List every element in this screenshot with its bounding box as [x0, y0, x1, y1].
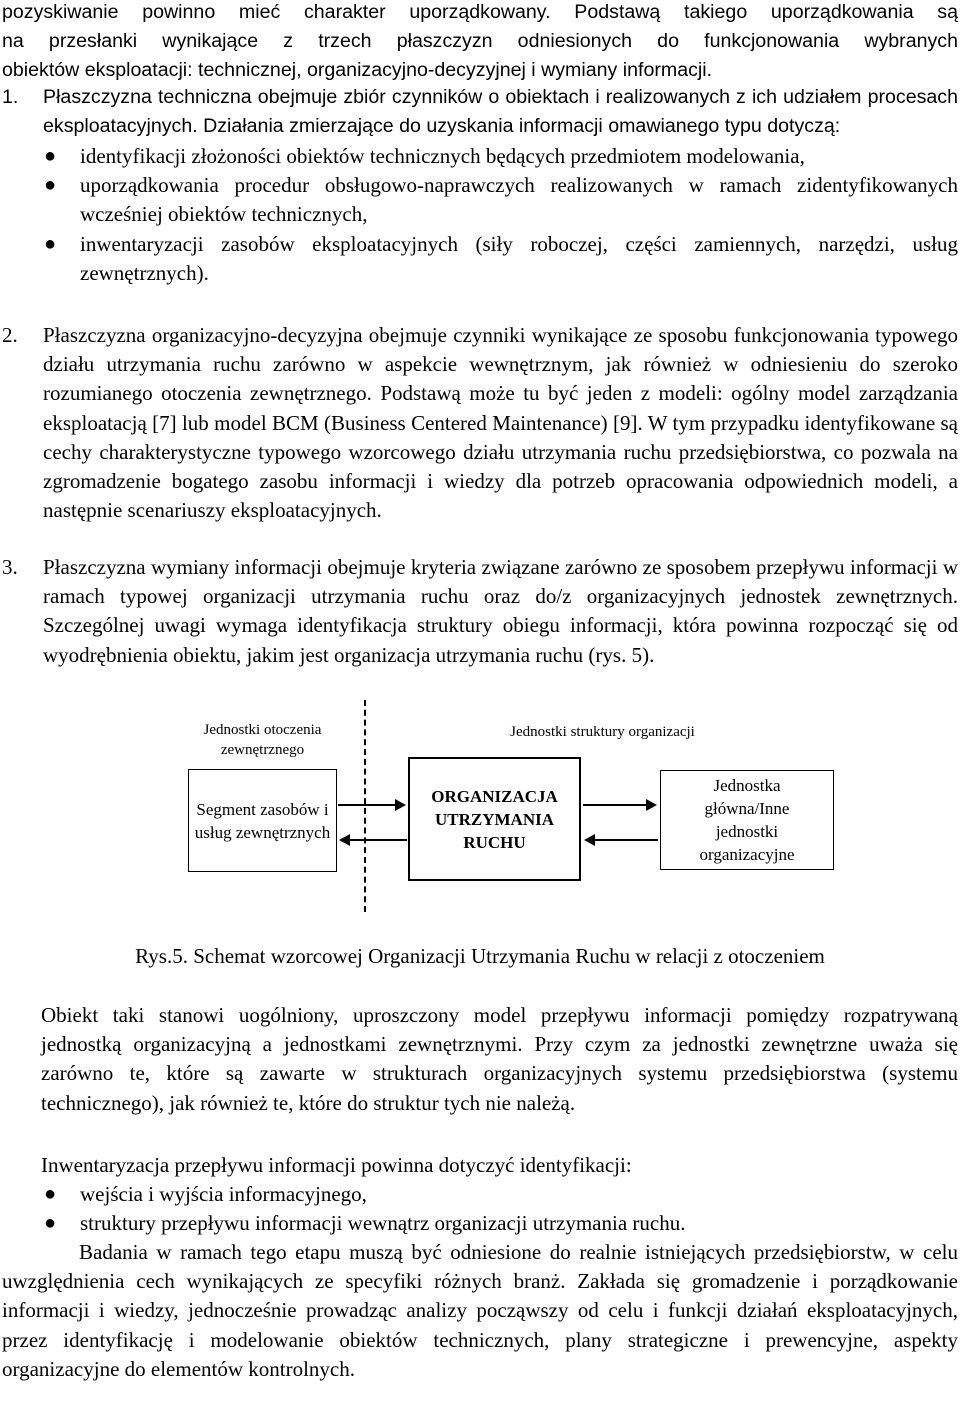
paragraph-object-text: Obiekt taki stanowi uogólniony, uproszczony model przepływu informacji pomiędzy rozpatrywaną jednostką organizacyjną a jednostkami zewnętrznymi. Przy czym za jednostki zewnętrzne uważa się zarówno te, które są zawarte w strukturach organizacyjnych systemu przedsiębiorstwa (systemu technicznego), jak również te, które do struktur tych nie należą.	[41, 1003, 958, 1115]
item-1-text-a: Płaszczyzna techniczna obejmuje zbiór czynników o obiektach i realizowanych z ich udziałem procesach eksploatacyjnych.	[43, 86, 958, 137]
label-organization-units: Jednostki struktury organizacji	[510, 724, 695, 740]
bullet-icon: ●	[44, 145, 57, 167]
item-1-number: 1.	[2, 86, 19, 108]
paragraph-inventory-lead: Inwentaryzacja przepływu informacji powinna dotyczyć identyfikacji:	[41, 1153, 632, 1177]
label-external-units: Jednostki otoczenia zewnętrznego	[203, 722, 322, 758]
arrow-left-icon	[586, 839, 658, 841]
list-item-2	[2, 321, 958, 525]
bullet-icon: ●	[44, 232, 57, 255]
figure-diagram	[0, 700, 960, 910]
bullet-text: wejścia i wyjścia informacyjnego,	[80, 1182, 367, 1207]
box-external-segment: Segment zasobów i usług zewnętrznych	[188, 769, 337, 872]
paragraph-research-text: Badania w ramach tego etapu muszą być odniesione do realnie istniejących przedsiębiorstw, w celu uwzględnienia cech wynikających ze specyfiki różnych branż. Zakłada się gromadzenie i porządkowanie informacji i wiedzy, jednocześnie prowadząc analizy począwszy od celu i funkcji działań eksploatacyjnych, przez identyfikację i modelowanie obiektów technicznych, plany strategiczne i prewencyjne, aspekty organizacyjne do elementów kontrolnych.	[2, 1240, 958, 1381]
bullet-text: uporządkowania procedur obsługowo-naprawczych realizowanych w ramach zidentyfikowanych wcześniej obiektów technicznych,	[80, 173, 958, 227]
intro-line-3: obiektów eksploatacji: technicznej, organizacyjno-decyzyjnej i wymiany informacji.	[2, 59, 713, 81]
bullet-icon: ●	[44, 1212, 57, 1235]
bullet-text: struktury przepływu informacji wewnątrz organizacji utrzymania ruchu.	[80, 1211, 686, 1236]
inventory-bullet-2	[2, 1209, 958, 1238]
intro-line-1: pozyskiwanie powinno mieć charakter uporządkowany. Podstawą takiego uporządkowania są	[2, 1, 958, 23]
bullet-icon: ●	[44, 1183, 57, 1206]
intro-line-2: na przesłanki wynikające z trzech płaszczyzn odniesionych do funkcjonowania wybranych	[2, 30, 958, 52]
item-1-bullet-2	[2, 171, 958, 229]
list-item-3	[2, 553, 958, 670]
item-1-bullet-1	[2, 142, 958, 171]
item-1-bullet-3	[2, 230, 958, 288]
item-2-text: Płaszczyzna organizacyjno-decyzyjna obejmuje czynniki wynikające ze sposobu funkcjonowania typowego działu utrzymania ruchu zarówno w aspekcie wewnętrznym, jak również w odniesieniu do szeroko rozumianego otoczenia zewnętrznego. Podstawą może tu być jeden z modeli: ogólny model zarządzania eksploatacją [7] lub model BCM (Business Centered Maintenance) [9]. W tym przypadku identyfikowane są cechy charakterystyczne typowego wzorcowego działu utrzymania ruchu przedsiębiorstwa, co pozwala na zgromadzenie bogatego zasobu informacji i wiedzy dla potrzeb opracowania odpowiednich modeli, a następnie scenariuszy eksploatacyjnych.	[43, 323, 958, 523]
bullet-text: identyfikacji złożoności obiektów technicznych będących przedmiotem modelowania,	[80, 144, 805, 168]
item-1-bullets	[2, 142, 958, 288]
item-3-number: 3.	[2, 555, 18, 579]
boundary-dashed-line	[364, 700, 366, 912]
box-maintenance-organization: ORGANIZACJA UTRZYMANIA RUCHU	[408, 757, 581, 881]
arrow-right-icon	[338, 804, 404, 806]
arrow-right-icon	[583, 804, 655, 806]
paragraph-inventory	[2, 1151, 958, 1239]
list-item-1	[2, 83, 958, 288]
inventory-bullet-1	[2, 1180, 958, 1209]
arrow-left-icon	[341, 839, 407, 841]
box-main-unit: Jednostka główna/Inne jednostki organizacyjne	[660, 770, 834, 870]
intro-paragraph	[2, 0, 958, 85]
item-1-text	[2, 83, 958, 141]
bullet-icon: ●	[44, 174, 57, 197]
paragraph-research	[2, 1238, 958, 1384]
item-2-number: 2.	[2, 323, 18, 347]
paragraph-object	[41, 1001, 958, 1118]
bullet-text: inwentaryzacji zasobów eksploatacyjnych (siły roboczej, części zamiennych, narzędzi, usług zewnętrznych).	[80, 231, 958, 285]
item-1-text-b: Działania zmierzające do uzyskania informacji omawianego typu dotyczą:	[197, 115, 841, 137]
figure-caption: Rys.5. Schemat wzorcowej Organizacji Utrzymania Ruchu w relacji z otoczeniem	[135, 944, 825, 968]
item-3-text: Płaszczyzna wymiany informacji obejmuje kryteria związane zarówno ze sposobem przepływu informacji w ramach typowej organizacji utrzymania ruchu oraz do/z organizacyjnych jednostek zewnętrznych. Szczególnej uwagi wymaga identyfikacja struktury obiegu informacji, która powinna rozpocząć się od wyodrębnienia obiektu, jakim jest organizacja utrzymania ruchu (rys. 5).	[43, 555, 958, 667]
